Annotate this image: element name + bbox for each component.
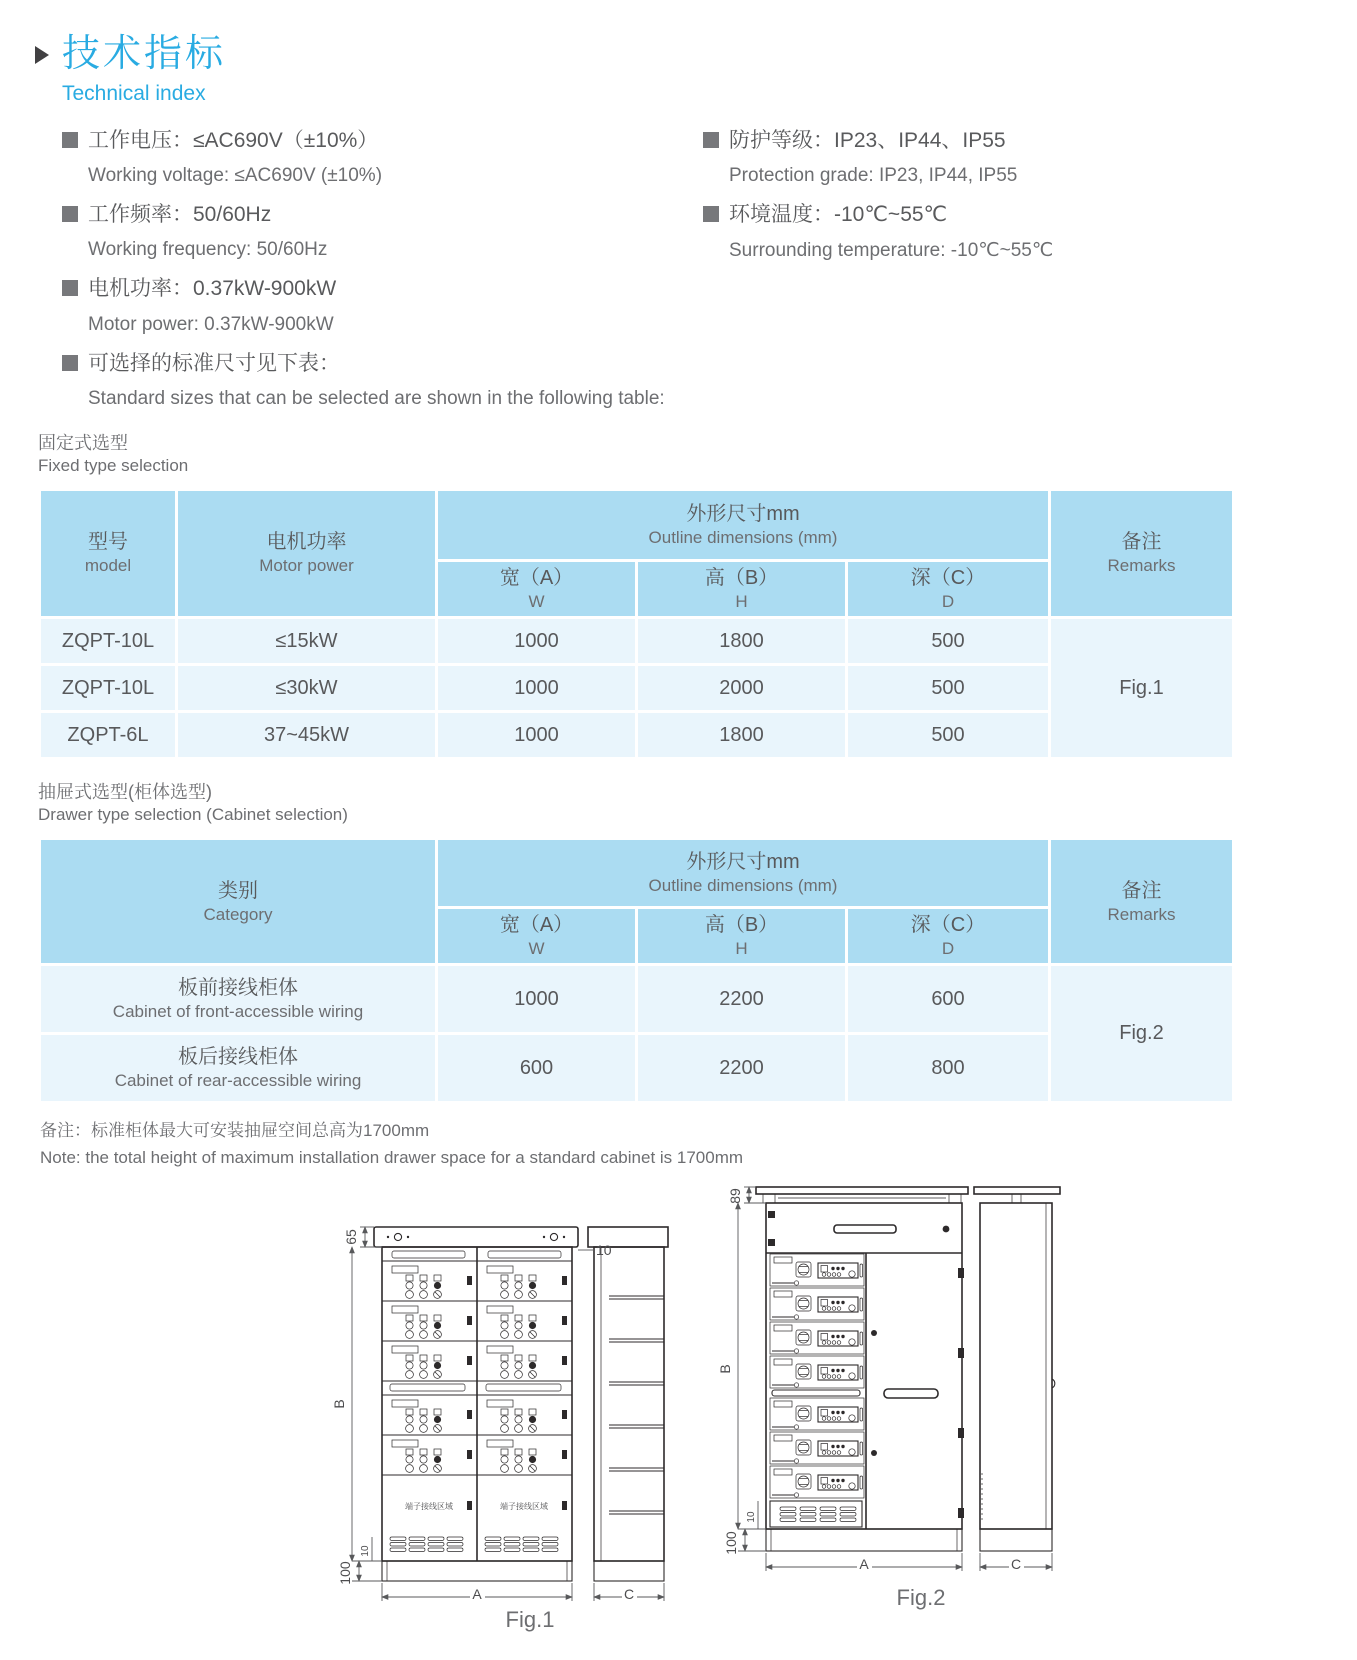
drawer-unit xyxy=(770,1356,864,1388)
bullet-icon xyxy=(62,280,78,296)
category-en: Cabinet of front-accessible wiring xyxy=(112,1002,364,1022)
spec-item-working-frequency xyxy=(62,202,703,261)
drawer-unit xyxy=(770,1398,864,1430)
cell-width: 1000 xyxy=(437,665,637,712)
header-en: D xyxy=(941,591,955,611)
vent-slots xyxy=(447,1537,463,1552)
header-en: Motor power xyxy=(259,556,354,576)
header-zh: 型号 xyxy=(88,531,128,554)
fig2-drawing xyxy=(716,1173,1068,1621)
dim-cap-height: 65 xyxy=(343,1229,359,1245)
drawer-unit xyxy=(392,1440,472,1472)
col-header-width xyxy=(437,561,637,618)
header-en: Remarks xyxy=(1107,556,1176,576)
note-en: Note: the total height of maximum installation drawer space for a standard cabinet is 1700mm xyxy=(40,1147,744,1167)
spec-zh: 防护等级：IP23、IP44、IP55 xyxy=(729,128,1006,152)
page-title-en: Technical index xyxy=(62,81,206,105)
header-zh: 高（B） xyxy=(704,914,779,937)
fixed-table-title-zh: 固定式选型 xyxy=(38,432,128,453)
col-header-depth xyxy=(847,908,1050,965)
cell-model: ZQPT-6L xyxy=(40,712,177,759)
header-zh: 宽（A） xyxy=(499,566,574,589)
header-en: W xyxy=(528,939,545,959)
header-zh: 外形尺寸mm xyxy=(686,851,800,874)
cell-depth: 500 xyxy=(847,712,1050,759)
col-header-outline-dimensions xyxy=(437,839,1050,908)
cell-power: ≤30kW xyxy=(177,665,437,712)
header-en: Remarks xyxy=(1107,904,1176,924)
header-en: Outline dimensions (mm) xyxy=(648,876,838,896)
drawer-unit xyxy=(487,1400,567,1432)
cell-width: 1000 xyxy=(437,712,637,759)
bullet-icon xyxy=(703,132,719,148)
spec-item-working-voltage xyxy=(62,128,703,187)
drawer-unit xyxy=(487,1440,567,1472)
category-zh: 板后接线柜体 xyxy=(178,1046,298,1069)
drawer-unit xyxy=(770,1466,864,1498)
cell-height: 2200 xyxy=(637,1034,847,1103)
vent-slots xyxy=(542,1537,558,1552)
col-header-depth xyxy=(847,561,1050,618)
dim-base: 100 xyxy=(723,1531,739,1555)
drawer-unit xyxy=(770,1254,864,1286)
spec-item-protection-grade xyxy=(703,128,1357,187)
cell-height: 2000 xyxy=(637,665,847,712)
cell-width: 600 xyxy=(437,1034,637,1103)
drawer-unit xyxy=(770,1322,864,1354)
fig1-front-view xyxy=(374,1227,578,1581)
header-en: Category xyxy=(203,904,273,924)
spec-en: Working frequency: 50/60Hz xyxy=(88,239,328,261)
vent-slots xyxy=(409,1537,425,1552)
cell-width: 1000 xyxy=(437,965,637,1034)
col-header-remarks xyxy=(1050,490,1234,618)
figures-area xyxy=(0,1173,1357,1653)
category-zh: 板前接线柜体 xyxy=(178,977,298,1000)
dim-top-offset: 10 xyxy=(596,1241,612,1258)
bullet-icon xyxy=(703,206,719,222)
dim-body-height: B xyxy=(717,1364,733,1374)
spec-item-motor-power xyxy=(62,276,703,335)
drawer-unit xyxy=(770,1288,864,1320)
vent-slots xyxy=(780,1507,796,1522)
dim-vent: 10 xyxy=(746,1511,757,1523)
col-header-motor-power xyxy=(177,490,437,618)
table-row xyxy=(40,618,1234,665)
fig1-drawing xyxy=(330,1201,690,1633)
category-en: Cabinet of rear-accessible wiring xyxy=(114,1071,362,1091)
header-en: D xyxy=(941,939,955,959)
cell-height: 2200 xyxy=(637,965,847,1034)
spec-en: Working voltage: ≤AC690V (±10%) xyxy=(88,165,383,187)
vent-slots xyxy=(820,1507,836,1522)
spec-zh: 可选择的标准尺寸见下表： xyxy=(88,351,340,375)
col-header-remarks xyxy=(1050,839,1234,965)
spec-en: Motor power: 0.37kW-900kW xyxy=(88,313,334,335)
drawer-unit xyxy=(392,1306,472,1338)
drawer-unit xyxy=(770,1432,864,1464)
col-header-height xyxy=(637,908,847,965)
drawer-type-table xyxy=(38,837,1235,1104)
vent-slots xyxy=(840,1507,856,1522)
vent-slots xyxy=(800,1507,816,1522)
cell-height: 1800 xyxy=(637,712,847,759)
spec-column-left xyxy=(62,128,703,425)
dim-depth: C xyxy=(623,1585,635,1602)
spec-zh: 工作频率：50/60Hz xyxy=(88,203,272,227)
bullet-icon xyxy=(62,132,78,148)
fig2-front-view xyxy=(756,1187,968,1551)
dim-width: A xyxy=(472,1585,482,1602)
fixed-type-table xyxy=(38,488,1235,760)
note-zh: 备注：标准柜体最大可安装抽屉空间总高为1700mm xyxy=(40,1121,430,1141)
drawer-unit xyxy=(392,1266,472,1298)
cell-width: 1000 xyxy=(437,618,637,665)
drawer-unit xyxy=(392,1400,472,1432)
spec-item-surrounding-temperature xyxy=(703,202,1357,262)
spec-en: Surrounding temperature: -10℃~55℃ xyxy=(729,240,1054,262)
header-en: model xyxy=(84,556,132,576)
dim-base: 100 xyxy=(337,1561,353,1585)
fig2-caption: Fig.2 xyxy=(896,1584,946,1610)
drawer-table-title xyxy=(38,780,1357,827)
cell-depth: 500 xyxy=(847,665,1050,712)
bullet-icon xyxy=(62,206,78,222)
header-zh: 备注 xyxy=(1121,531,1162,554)
fixed-table-title xyxy=(38,431,1357,478)
vent-slots xyxy=(523,1537,539,1552)
header xyxy=(0,0,1357,106)
spec-zh: 电机功率：0.37kW-900kW xyxy=(88,277,337,301)
header-zh: 电机功率 xyxy=(266,531,347,554)
cell-remark: Fig.1 xyxy=(1050,618,1234,759)
cell-category xyxy=(40,1034,437,1103)
fig2-side-view xyxy=(974,1187,1060,1551)
terminal-area-label: 端子接线区域 xyxy=(500,1501,548,1511)
spec-en: Standard sizes that can be selected are shown in the following table: xyxy=(88,387,665,409)
col-header-height xyxy=(637,561,847,618)
vent-slots xyxy=(485,1537,501,1552)
vent-slots xyxy=(428,1537,444,1552)
header-zh: 备注 xyxy=(1121,879,1162,902)
drawer-table-title-zh: 抽屉式选型(柜体选型) xyxy=(38,782,212,803)
section-arrow-icon xyxy=(35,46,49,64)
cell-depth: 500 xyxy=(847,618,1050,665)
terminal-area-label: 端子接线区域 xyxy=(405,1501,453,1511)
spec-item-standard-sizes xyxy=(62,351,703,410)
bullet-icon xyxy=(62,355,78,371)
dim-body-height: B xyxy=(331,1399,347,1409)
col-header-outline-dimensions xyxy=(437,490,1050,561)
vent-slots xyxy=(390,1537,406,1552)
drawer-unit xyxy=(392,1346,472,1378)
spec-zh: 工作电压：≤AC690V（±10%） xyxy=(88,128,379,152)
spec-zh: 环境温度：-10℃~55℃ xyxy=(729,203,948,227)
col-header-category xyxy=(40,839,437,965)
dim-depth: C xyxy=(1010,1555,1022,1572)
fig1-caption: Fig.1 xyxy=(505,1606,555,1632)
header-en: Outline dimensions (mm) xyxy=(648,527,838,547)
header-en: H xyxy=(735,591,748,611)
cell-model: ZQPT-10L xyxy=(40,665,177,712)
dim-width: A xyxy=(859,1555,869,1572)
fig1-side-view xyxy=(588,1227,668,1581)
dim-vent: 10 xyxy=(360,1545,371,1557)
header-en: W xyxy=(528,591,545,611)
header-zh: 类别 xyxy=(218,879,258,902)
spec-list xyxy=(62,128,1357,425)
cell-power: ≤15kW xyxy=(177,618,437,665)
header-zh: 高（B） xyxy=(704,566,779,589)
page-title-zh: 技术指标 xyxy=(62,33,227,75)
cell-remark: Fig.2 xyxy=(1050,965,1234,1103)
drawer-unit xyxy=(487,1346,567,1378)
header-zh: 深（C） xyxy=(910,566,986,589)
table-row xyxy=(40,965,1234,1034)
vent-slots xyxy=(504,1537,520,1552)
header-en: H xyxy=(735,939,748,959)
spec-column-right xyxy=(703,128,1357,425)
header-zh: 深（C） xyxy=(910,914,986,937)
note-block xyxy=(40,1118,1357,1171)
fig2-dimensions xyxy=(717,1187,1052,1572)
header-zh: 宽（A） xyxy=(499,914,574,937)
cell-category xyxy=(40,965,437,1034)
drawer-unit xyxy=(487,1306,567,1338)
header-zh: 外形尺寸mm xyxy=(686,502,800,525)
fixed-table-title-en: Fixed type selection xyxy=(38,456,189,476)
cell-model: ZQPT-10L xyxy=(40,618,177,665)
spec-en: Protection grade: IP23, IP44, IP55 xyxy=(729,165,1018,187)
cell-depth: 800 xyxy=(847,1034,1050,1103)
col-header-width xyxy=(437,908,637,965)
dim-cap-height: 89 xyxy=(727,1188,743,1204)
drawer-unit xyxy=(487,1266,567,1298)
col-header-model xyxy=(40,490,177,618)
cell-power: 37~45kW xyxy=(177,712,437,759)
cell-depth: 600 xyxy=(847,965,1050,1034)
cell-height: 1800 xyxy=(637,618,847,665)
drawer-table-title-en: Drawer type selection (Cabinet selection) xyxy=(38,805,348,825)
